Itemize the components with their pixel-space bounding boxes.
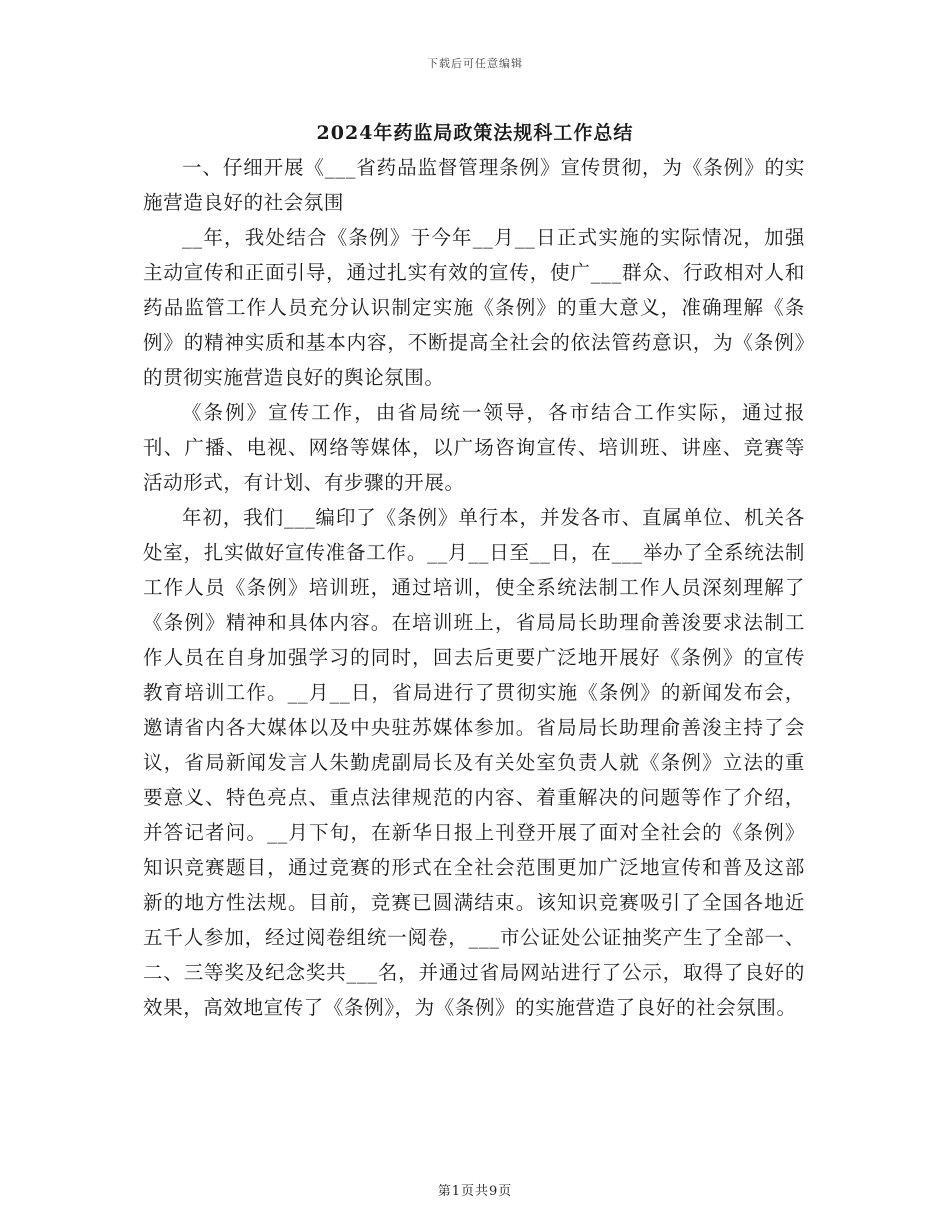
page-number: 第1页共9页 — [437, 1184, 513, 1199]
header-note: 下载后可任意编辑 — [427, 57, 523, 70]
body-paragraph: __年，我处结合《条例》于今年__月__日正式实施的实际情况，加强主动宣传和正面引导，通过扎实有效的宣传，使广___群众、行政相对人和药品监管工作人员充分认识制定实施《条例》的重大意义，准确理解《条例》的精神实质和基本内容，不断提高全社会的依法管药意识，为《条例》的贯彻实施营造良好的舆论氛围。 — [143, 226, 805, 389]
body-paragraph: 年初，我们___编印了《条例》单行本，并发各市、直属单位、机关各处室，扎实做好宣传准备工作。__月__日至__日，在___举办了全系统法制工作人员《条例》培训班，通过培训，使全系统法制工作人员深刻理解了《条例》精神和具体内容。在培训班上，省局局长助理俞善浚要求法制工作人员在自身加强学习的同时，回去后更要广泛地开展好《条例》的宣传教育培训工作。__月__日，省局进行了贯彻实施《条例》的新闻发布会，邀请省内各大媒体以及中央驻苏媒体参加。省局局长助理俞善浚主持了会议，省局新闻发言人朱勤虎副局长及有关处室负责人就《条例》立法的重要意义、特色亮点、重点法律规范的内容、着重解决的问题等作了介绍，并答记者问。__月下旬，在新华日报上刊登开展了面对全社会的《条例》知识竞赛题目，通过竞赛的形式在全社会范围更加广泛地宣传和普及这部新的地方性法规。目前，竞赛已圆满结束。该知识竞赛吸引了全国各地近五千人参加，经过阅卷组统一阅卷，___市公证处公证抽奖产生了全部一、二、三等奖及纪念奖共___名，并通过省局网站进行了公示，取得了良好的效果，高效地宣传了《条例》，为《条例》的实施营造了良好的社会氛围。 — [143, 506, 805, 1019]
document-body — [143, 150, 805, 1025]
section-heading-paragraph: 一、仔细开展《___省药品监督管理条例》宣传贯彻，为《条例》的实施营造良好的社会氛围 — [143, 156, 805, 214]
body-paragraph: 《条例》宣传工作，由省局统一领导，各市结合工作实际，通过报刊、广播、电视、网络等媒体，以广场咨询宣传、培训班、讲座、竞赛等活动形式，有计划、有步骤的开展。 — [143, 401, 805, 494]
document-title: 2024年药监局政策法规科工作总结 — [316, 122, 634, 144]
